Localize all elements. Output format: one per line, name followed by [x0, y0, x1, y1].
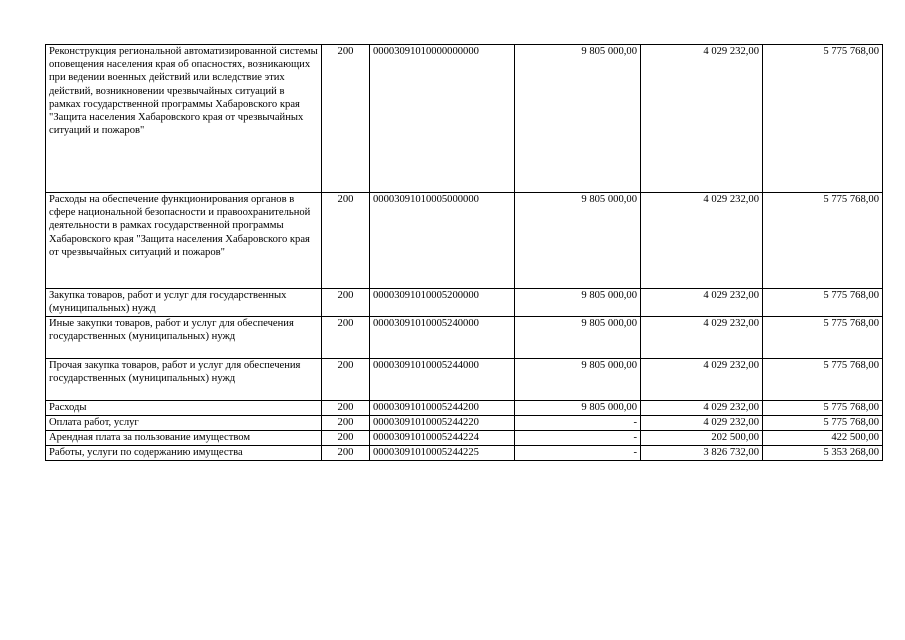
row-budget-code: 00003091010005000000 [370, 193, 515, 289]
row-executed-amount: 4 029 232,00 [641, 289, 763, 317]
row-name: Арендная плата за пользование имуществом [46, 431, 322, 446]
row-approved-amount: 9 805 000,00 [515, 193, 641, 289]
row-line-code: 200 [322, 289, 370, 317]
row-executed-amount: 202 500,00 [641, 431, 763, 446]
row-executed-amount: 4 029 232,00 [641, 317, 763, 359]
row-name: Иные закупки товаров, работ и услуг для обеспечения государственных (муниципальных) нужд [46, 317, 322, 359]
row-unexecuted-amount: 5 775 768,00 [763, 416, 883, 431]
row-executed-amount: 4 029 232,00 [641, 193, 763, 289]
row-approved-amount: - [515, 431, 641, 446]
row-executed-amount: 4 029 232,00 [641, 401, 763, 416]
row-approved-amount: 9 805 000,00 [515, 289, 641, 317]
row-budget-code: 00003091010005244220 [370, 416, 515, 431]
row-approved-amount: 9 805 000,00 [515, 359, 641, 401]
row-name: Работы, услуги по содержанию имущества [46, 446, 322, 461]
row-unexecuted-amount: 5 775 768,00 [763, 45, 883, 193]
row-executed-amount: 3 826 732,00 [641, 446, 763, 461]
row-unexecuted-amount: 5 775 768,00 [763, 317, 883, 359]
row-budget-code: 00003091010005244225 [370, 446, 515, 461]
table-row [46, 431, 883, 446]
row-name: Расходы на обеспечение функционирования органов в сфере национальной безопасности и правоохранительной деятельности в рамках государственной программы Хабаровского края "Защита населения Хабаровского края от чрезвычайных ситуаций и пожаров" [46, 193, 322, 289]
row-name: Реконструкция региональной автоматизированной системы оповещения населения края об опасностях, возникающих при ведении военных действий или вследствие этих действий, возникновении чрезвычайных ситуаций в рамках государственной программы Хабаровского края "Защита населения Хабаровского края от чрезвычайных ситуаций и пожаров" [46, 45, 322, 193]
row-budget-code: 00003091010005240000 [370, 317, 515, 359]
table-row [46, 416, 883, 431]
row-line-code: 200 [322, 446, 370, 461]
row-executed-amount: 4 029 232,00 [641, 45, 763, 193]
row-budget-code: 00003091010005244000 [370, 359, 515, 401]
row-name: Прочая закупка товаров, работ и услуг для обеспечения государственных (муниципальных) нужд [46, 359, 322, 401]
row-approved-amount: 9 805 000,00 [515, 401, 641, 416]
table-row [46, 317, 883, 359]
row-budget-code: 00003091010005200000 [370, 289, 515, 317]
row-unexecuted-amount: 5 353 268,00 [763, 446, 883, 461]
row-approved-amount: 9 805 000,00 [515, 317, 641, 359]
row-budget-code: 00003091010005244200 [370, 401, 515, 416]
row-executed-amount: 4 029 232,00 [641, 416, 763, 431]
table-row [46, 359, 883, 401]
table-row [46, 45, 883, 193]
row-executed-amount: 4 029 232,00 [641, 359, 763, 401]
row-line-code: 200 [322, 401, 370, 416]
row-line-code: 200 [322, 45, 370, 193]
table-row [46, 289, 883, 317]
table-row [46, 401, 883, 416]
row-approved-amount: - [515, 416, 641, 431]
row-line-code: 200 [322, 193, 370, 289]
row-unexecuted-amount: 422 500,00 [763, 431, 883, 446]
row-line-code: 200 [322, 431, 370, 446]
row-unexecuted-amount: 5 775 768,00 [763, 359, 883, 401]
row-name: Закупка товаров, работ и услуг для государственных (муниципальных) нужд [46, 289, 322, 317]
row-name: Оплата работ, услуг [46, 416, 322, 431]
row-unexecuted-amount: 5 775 768,00 [763, 193, 883, 289]
row-unexecuted-amount: 5 775 768,00 [763, 289, 883, 317]
budget-table [45, 44, 883, 461]
row-line-code: 200 [322, 317, 370, 359]
table-row [46, 193, 883, 289]
row-name: Расходы [46, 401, 322, 416]
row-approved-amount: 9 805 000,00 [515, 45, 641, 193]
table-row [46, 446, 883, 461]
row-budget-code: 00003091010000000000 [370, 45, 515, 193]
row-approved-amount: - [515, 446, 641, 461]
row-unexecuted-amount: 5 775 768,00 [763, 401, 883, 416]
row-line-code: 200 [322, 359, 370, 401]
row-budget-code: 00003091010005244224 [370, 431, 515, 446]
row-line-code: 200 [322, 416, 370, 431]
